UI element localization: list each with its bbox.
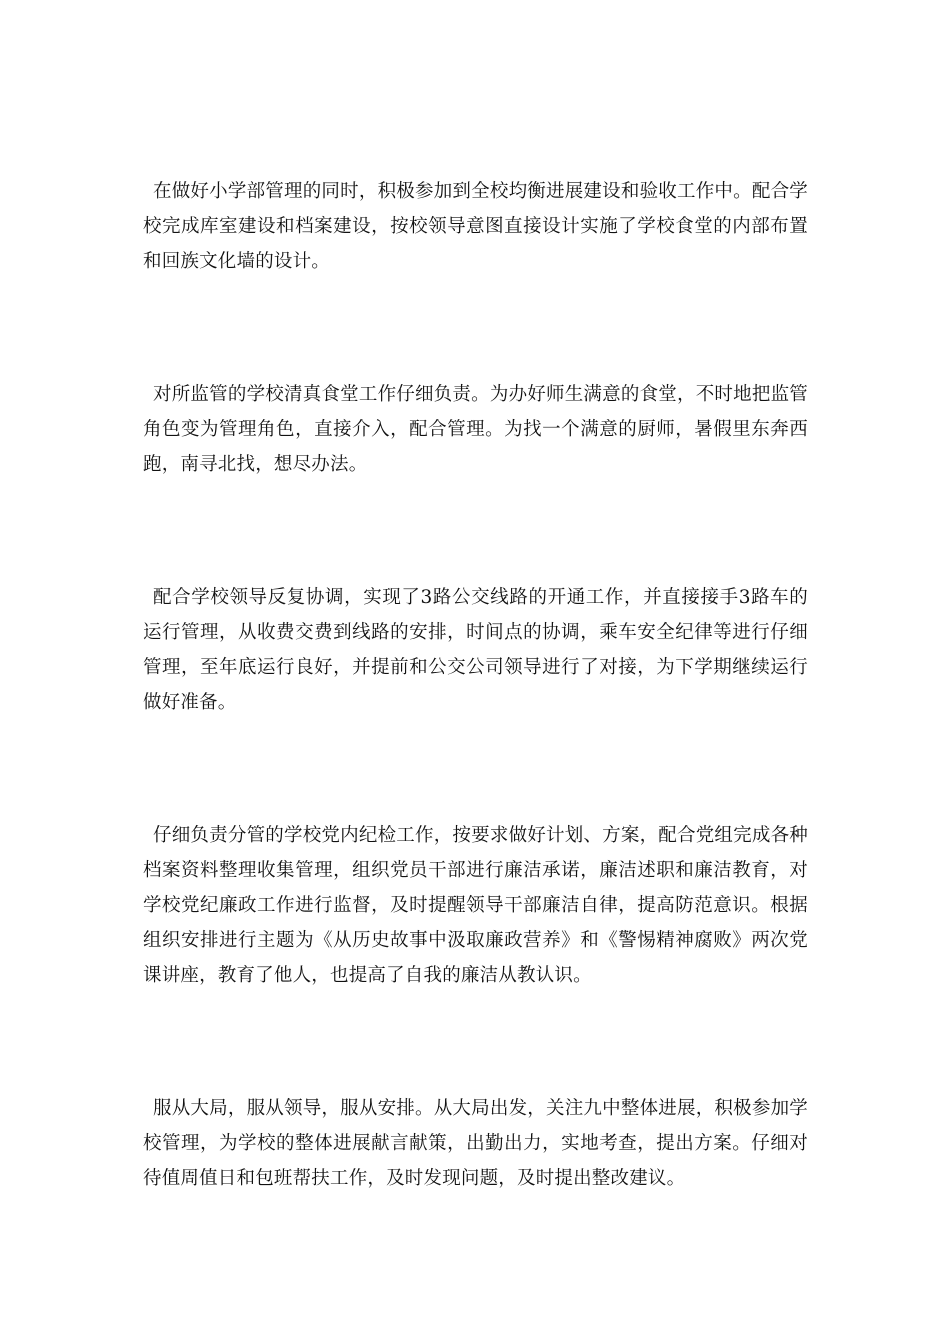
paragraph-1: 在做好小学部管理的同时，积极参加到全校均衡进展建设和验收工作中。配合学校完成库室建设和档案建设，按校领导意图直接设计实施了学校食堂的内部布置和回族文化墙的设计。 (143, 181, 808, 272)
paragraph-2: 对所监管的学校清真食堂工作仔细负责。为办好师生满意的食堂，不时地把监管角色变为管理角色，直接介入，配合管理。为找一个满意的厨师，暑假里东奔西跑，南寻北找，想尽办法。 (143, 384, 808, 475)
paragraph-4: 仔细负责分管的学校党内纪检工作，按要求做好计划、方案，配合党组完成各种档案资料整理收集管理，组织党员干部进行廉洁承诺，廉洁述职和廉洁教育，对学校党纪廉政工作进行监督，及时提醒领导干部廉洁自律，提高防范意识。根据组织安排进行主题为《从历史故事中汲取廉政营养》和《警惕精神腐败》两次党课讲座，教育了他人，也提高了自我的廉洁从教认识。 (143, 825, 808, 986)
paragraph-5: 服从大局，服从领导，服从安排。从大局出发，关注九中整体进展，积极参加学校管理，为学校的整体进展献言献策，出勤出力，实地考查，提出方案。仔细对待值周值日和包班帮扶工作，及时发现问题，及时提出整改建议。 (143, 1098, 808, 1189)
paragraph-3: 配合学校领导反复协调，实现了3路公交线路的开通工作，并直接接手3路车的运行管理，从收费交费到线路的安排，时间点的协调，乘车安全纪律等进行仔细管理，至年底运行良好，并提前和公交公司领导进行了对接，为下学期继续运行做好准备。 (143, 587, 808, 713)
document-body (143, 174, 808, 1196)
